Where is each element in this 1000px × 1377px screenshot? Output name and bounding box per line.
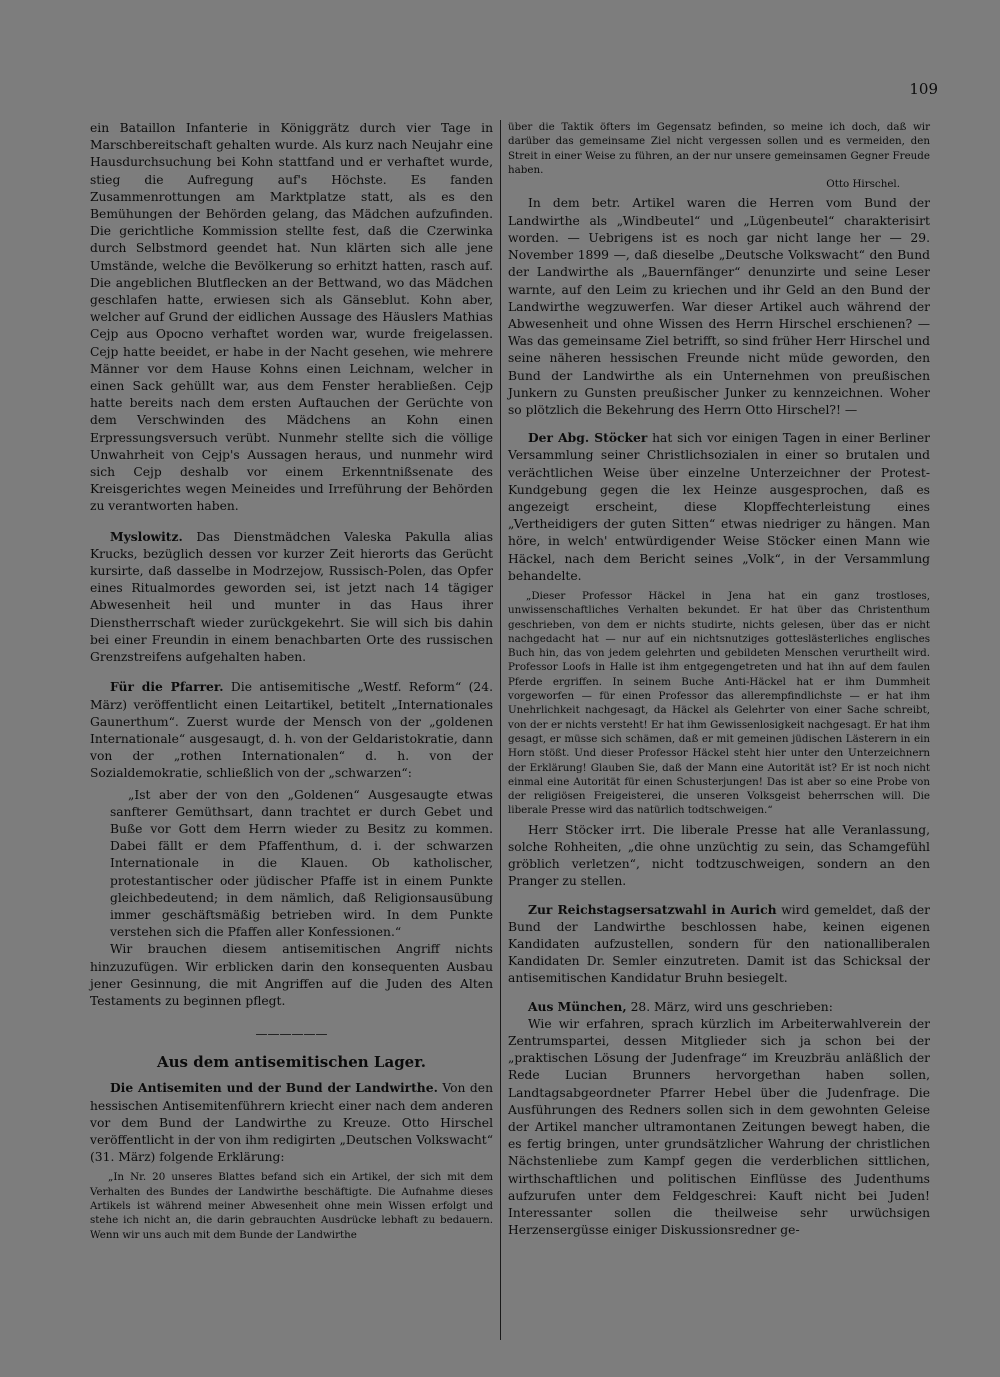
article-myslowitz: Myslowitz. Das Dienstmädchen Valeska Pakulla alias Krucks, bezüglich dessen vor kurzer Zeit hierorts das Gerücht kursirte, daß dasselbe in Modrzejow, Russisch-Polen, das Opfer eines Ritualmordes geworden sei, ist jetzt nach 14 tägiger Abwesenheit heil und munter in das Haus ihrer Dienstherrschaft wieder zurückgekehrt. Sie will sich bis dahin bei einer Freundin in einem benachbarten Orte des russischen Grenzstreifens aufgehalten haben.	[90, 528, 493, 665]
article-lead: Zur Reichstagsersatzwahl in Aurich	[528, 901, 777, 917]
article-paragraph: Wie wir erfahren, sprach kürzlich im Arbeiterwahlverein der Zentrumspartei, dessen Mitglieder sich ja schon bei der „praktischen Lösung der Judenfrage“ im Kreuzbräu anläßlich der Rede Lucian Brunners hervorgethan haben sollen, Landtagsabgeordneter Pfarrer Hebel über die Judenfrage. Die Ausführungen des Redners sollen sich in dem gewohnten Geleise der Artikel mancher ultramontanen Zeitungen bewegt haben, die es fertig bringen, unter grundsätzlicher Wahrung der christlichen Nächstenliebe zum Kampf gegen die verderblichen sittlichen, wirthschaftlichen und politischen Einflüsse des Judenthums aufzurufen unter dem Feldgeschrei: Kauft nicht bei Juden! Interessanter sollen die theilweise sehr urwüchsigen Herzensergüsse einiger Diskussionsredner ge-	[508, 1016, 930, 1238]
section-heading: Aus dem antisemitischen Lager.	[157, 1053, 426, 1072]
article-paragraph: In dem betr. Artikel waren die Herren vom Bund der Landwirthe als „Windbeutel“ und „Lügenbeutel“ charakterisirt worden. — Uebrigens ist es noch gar nicht lange her — 29. November 1899 —, daß dieselbe „Deutsche Volkswacht“ den Bund der Landwirthe als „Bauernfänger“ denunzirte und seine Leser warnte, auf den Leim zu kriechen und ihr Geld an den Bund der Landwirthe wegzuwerfen. War dieser Artikel auch während der Abwesenheit und ohne Wissen des Herrn Hirschel erschienen? — Was das gemeinsame Ziel betrifft, so sind früher Herr Hirschel und seine näheren hessischen Freunde nicht müde geworden, den Bund der Landwirthe als ein Unternehmen von preußischen Junkern zu Gunsten preußischer Junker zu kennzeichnen. Woher so plötzlich die Bekehrung des Herrn Otto Hirschel?! —	[508, 196, 930, 417]
article-pfarrer: Für die Pfarrer. Die antisemitische „Westf. Reform“ (24. März) veröffentlicht einen Leitartikel, betitelt „Internationales Gaunerthum“. Zuerst wurde der Mensch von der „goldenen Internationale“ ausgesaugt, d. h. von der Geldaristokratie, dann von der „rothen Internationalen“ d. h. von der Sozialdemokratie, schließlich von der „schwarzen“:	[90, 679, 493, 781]
article-lead: Die Antisemiten und der Bund der Landwirthe.	[110, 1080, 438, 1096]
article-lead: Für die Pfarrer.	[110, 679, 224, 695]
article-muenchen: Aus München, 28. März, wird uns geschrieben:	[528, 998, 833, 1014]
article-aurich: Zur Reichstagsersatzwahl in Aurich wird gemeldet, daß der Bund der Landwirthe beschlossen habe, keinen eigenen Kandidaten aufzustellen, sondern für den nationalliberalen Kandidaten Dr. Semler einzutreten. Damit ist das Schicksal der antisemitischen Kandidatur Bruhn besiegelt.	[508, 901, 930, 986]
article-lead: Myslowitz.	[110, 528, 183, 544]
right-column	[508, 120, 930, 1239]
signature: Otto Hirschel.	[826, 178, 900, 191]
left-column	[90, 120, 493, 1242]
column-rule	[500, 120, 501, 1340]
article-stoecker: Der Abg. Stöcker hat sich vor einigen Tagen in einer Berliner Versammlung seiner Christlichsozialen in einer so brutalen und verächtlichen Weise über einzelne Unterzeichner der Protest-Kundgebung gegen die lex Heinze ausgesprochen, daß es angezeigt erscheint, diese Klopffechterleistung eines „Vertheidigers der guten Sitten“ etwas niedriger zu hängen. Man höre, in welch' entwürdigender Weise Stöcker einen Mann wie Häckel, nach dem Bericht seines „Volk“, in der Versammlung behandelte.	[508, 430, 930, 583]
block-quote: „Ist aber der von den „Goldenen“ Ausgesaugte etwas sanfterer Gemüthsart, dann trachtet er durch Gebet und Buße vor Gott dem Herrn wieder zu Besitz zu kommen. Dabei fällt er dem Pfaffenthum, d. i. der schwarzen Internationale in die Klauen. Ob katholischer, protestantischer oder jüdischer Pfaffe ist in einem Punkte gleichbedeutend; in dem nämlich, daß Religionsausübung immer geschäftsmäßig betrieben wird. In dem Punkte verstehen sich die Pfaffen aller Konfessionen.“	[110, 787, 493, 940]
article-koeniggraetz: ein Bataillon Infanterie in Königgrätz durch vier Tage in Marschbereitschaft gehalten wurde. Als kurz nach Neujahr eine Hausdurchsuchung bei Kohn stattfand und er verhaftet wurde, stieg die Aufregung auf's Höchste. Es fanden Zusammenrottungen am Marktplatze statt, als es den Bemühungen der Behörden gelang, das Mädchen aufzufinden. Die gerichtliche Kommission stellte fest, daß die Czerwinka durch Selbstmord geendet hat. Nun klärten sich alle jene Umstände, welche die Bevölkerung so erhitzt hatten, rasch auf. Die angeblichen Blutflecken an der Bettwand, wo das Mädchen geschlafen hatte, erwiesen sich als Gänseblut. Kohn aber, welcher auf Grund der eidlichen Aussage des Häuslers Mathias Cejp aus Opocno verhaftet worden war, wurde freigelassen. Cejp hatte beeidet, er habe in der Nacht gesehen, wie mehrere Männer vor dem Hause Kohns einen Leichnam, welcher in einen Sack gehüllt war, aus dem Fenster herabließen. Cejp hatte bereits nach dem ersten Auftauchen der Gerüchte von dem Verschwinden des Mädchens an Kohn einen Erpressungsversuch verübt. Nunmehr stellte sich die völlige Unwahrheit von Cejp's Aussagen heraus, und nunmehr wird sich Cejp deshalb vor einem Erkenntnißsenate des Kreisgerichtes wegen Meineides und Irreführung der Behörden zu verantworten haben.	[90, 121, 493, 514]
section-divider: ——————	[255, 1027, 328, 1042]
article-lead: Aus München,	[528, 998, 627, 1014]
quoted-declaration: „In Nr. 20 unseres Blattes befand sich ein Artikel, der sich mit dem Verhalten des Bundes der Landwirthe beschäftigte. Die Aufnahme dieses Artikels ist während meiner Abwesenheit ohne mein Wissen erfolgt und stehe ich nicht an, die darin gebrauchten Ausdrücke lebhaft zu bedauern. Wenn wir uns auch mit dem Bunde der Landwirthe	[90, 1171, 493, 1241]
article-paragraph: Wir brauchen diesem antisemitischen Angriff nichts hinzuzufügen. Wir erblicken darin den konsequenten Ausbau jener Gesinnung, die mit Angriffen auf die Juden des Alten Testaments zu beginnen pflegt.	[90, 942, 493, 1008]
quoted-speech: „Dieser Professor Häckel in Jena hat ein ganz trostloses, unwissenschaftliches Verhalten bekundet. Er hat über das Christenthum geschrieben, von dem er nichts studirte, nichts gelesen, über das er nicht nachgedacht hat — nur auf ein nichtsnutziges gotteslästerliches englisches Buch hin, das von jedem gelehrten und gebildeten Menschen verurtheilt wird. Professor Loofs in Halle ist ihm entgegengetreten und hat ihn auf dem faulen Pferde ergriffen. In seinem Buche Anti-Häckel hat er ihm Dummheit vorgeworfen — für einen Professor das allerempfindlichste — er hat ihm Unehrlichkeit nachgesagt, da Häckel als Gelehrter von einer Sache schreibt, von der er nichts versteht! Er hat ihm Gewissenlosigkeit nachgesagt. Er hat ihm gesagt, er müsse sich schämen, daß er mit gemeinen jüdischen Lästerern in ein Horn stößt. Und dieser Professor Häckel steht hier unter den Unterzeichnern der Erklärung! Glauben Sie, daß der Mann eine Autorität ist? Er ist noch nicht einmal eine Autorität für einen Schusterjungen! Das ist aber so eine Probe von der religiösen Freigeisterei, die unseren Volksgeist beherrschen will. Die liberale Presse wird das natürlich todtschweigen.“	[508, 589, 930, 817]
page-number: 109	[909, 80, 938, 98]
article-lead: Der Abg. Stöcker	[528, 430, 648, 446]
article-bund-landwirthe: Die Antisemiten und der Bund der Landwirthe. Von den hessischen Antisemitenführern kriecht einer nach dem anderen vor dem Bund der Landwirthe zu Kreuze. Otto Hirschel veröffentlicht in der von ihm redigirten „Deutschen Volkswacht“ (31. März) folgende Erklärung:	[90, 1080, 493, 1165]
article-paragraph: Herr Stöcker irrt. Die liberale Presse hat alle Veranlassung, solche Rohheiten, „die ohne unzüchtig zu sein, das Schamgefühl gröblich verletzen“, nicht todtzuschweigen, sondern an den Pranger zu stellen.	[508, 822, 930, 889]
quoted-declaration-continued: über die Taktik öfters im Gegensatz befinden, so meine ich doch, daß wir darüber das gemeinsame Ziel nicht vergessen sollen und es vermeiden, den Streit in einer Weise zu führen, an der nur unsere gemeinsamen Gegner Freude haben.	[508, 121, 930, 176]
